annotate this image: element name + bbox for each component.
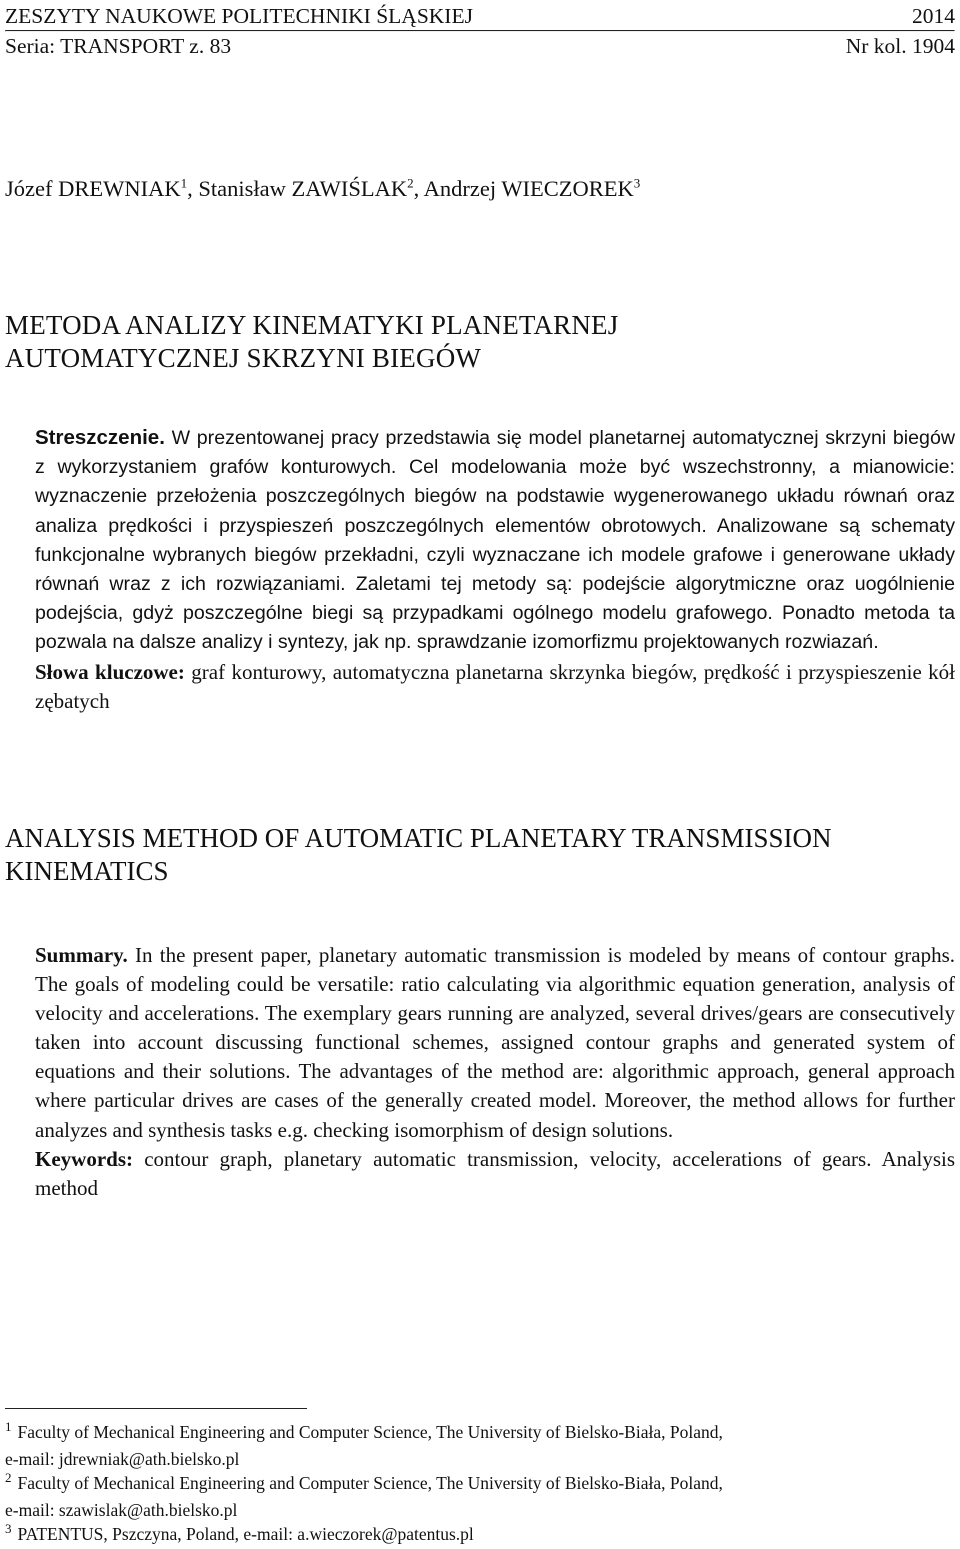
journal-name: ZESZYTY NAUKOWE POLITECHNIKI ŚLĄSKIEJ: [5, 4, 473, 28]
author-affiliation-ref: 2: [407, 175, 414, 191]
author-affiliation-ref: 3: [633, 175, 641, 191]
abstract-paragraph: [5, 423, 955, 658]
keywords-en: [5, 1145, 955, 1203]
paper-title-pl: [5, 309, 618, 375]
author-list: [5, 176, 640, 202]
summary-text: In the present paper, planetary automatic transmission is modeled by means of contour graphs. The goals of modeling could be versatile: ratio calculating via algorithmic equation generation, analysis of velocity and accelerations. The exemplary gears running are analyzed, several drives/gears are consecutively taken into account discussing functional schemes, assigned contour graphs and generated system of equations and their solutions. The advantages of the method are: algorithmic approach, general approach where particular drives are cases of the generally created model. Moreover, the method allows for further analyzes and synthesis tasks e.g. checking isomorphism of design solutions.: [35, 943, 955, 1142]
footnote: [5, 1522, 723, 1549]
author-name: Józef DREWNIAK: [5, 176, 181, 201]
footnote-number: 3: [5, 1521, 12, 1536]
keywords-pl: [5, 658, 955, 716]
author-name: , Andrzej WIECZOREK: [413, 176, 634, 201]
summary-label: Summary.: [35, 943, 128, 967]
journal-header: [5, 2, 955, 60]
title-line: AUTOMATYCZNEJ SKRZYNI BIEGÓW: [5, 343, 482, 373]
abstract-pl: [5, 423, 955, 716]
footnote: [5, 1420, 723, 1471]
journal-year: 2014: [912, 4, 955, 28]
footnotes: [5, 1420, 723, 1549]
footnote-email: e-mail: szawislak@ath.bielsko.pl: [5, 1499, 238, 1520]
paper-title-en: [5, 822, 831, 888]
footnote-number: 1: [5, 1419, 12, 1434]
abstract-label: Streszczenie.: [35, 426, 165, 449]
journal-number: Nr kol. 1904: [845, 34, 955, 58]
keywords-text: graf konturowy, automatyczna planetarna skrzynka biegów, prędkość i przyspieszenie kół zębatych: [35, 659, 955, 713]
footnote-divider: [5, 1408, 307, 1409]
title-line: KINEMATICS: [5, 856, 169, 886]
footnote-email: e-mail: jdrewniak@ath.bielsko.pl: [5, 1448, 240, 1469]
paper-page: [5, 0, 955, 1544]
keywords-text: contour graph, planetary automatic transmission, velocity, accelerations of gears. Analysis method: [35, 1146, 955, 1200]
author-name: , Stanisław ZAWIŚLAK: [187, 176, 408, 201]
footnote: [5, 1471, 723, 1522]
footnote-text: Faculty of Mechanical Engineering and Computer Science, The University of Bielsko-Biała, Poland,: [17, 1422, 723, 1442]
summary-paragraph: [5, 941, 955, 1145]
title-line: METODA ANALIZY KINEMATYKI PLANETARNEJ: [5, 310, 619, 340]
keywords-label: Keywords:: [35, 1146, 133, 1171]
author-affiliation-ref: 1: [180, 175, 188, 191]
title-line: ANALYSIS METHOD OF AUTOMATIC PLANETARY TRANSMISSION: [5, 823, 832, 853]
footnote-text: PATENTUS, Pszczyna, Poland, e-mail: a.wieczorek@patentus.pl: [17, 1524, 474, 1544]
footnote-number: 2: [5, 1470, 12, 1485]
footnote-text: Faculty of Mechanical Engineering and Computer Science, The University of Bielsko-Biała, Poland,: [17, 1473, 723, 1493]
journal-series: Seria: TRANSPORT z. 83: [5, 34, 232, 58]
summary-en: [5, 941, 955, 1203]
abstract-text: W prezentowanej pracy przedstawia się model planetarnej automatycznej skrzyni biegów z wykorzystaniem grafów konturowych. Cel modelowania może być wszechstronny, a mianowicie: wyznaczenie przełożenia poszczególnych biegów na podstawie wygenerowanego układu równań oraz analiza prędkości i przyspieszeń poszczególnych elementów obrotowych. Analizowane są schematy funkcjonalne wybranych biegów przekładni, czyli wyznaczane ich modele grafowe i generowane układy równań wraz z ich rozwiązaniami. Zaletami tej metody są: podejście algorytmiczne oraz uogólnienie podejścia, gdyż poszczególne biegi są przypadkami ogólnego modelu grafowego. Ponadto metoda ta pozwala na dalsze analizy i syntezy, jak np. sprawdzanie izomorfizmu projektowanych rozwiazań.: [35, 427, 955, 654]
keywords-label: Słowa kluczowe:: [35, 659, 185, 684]
